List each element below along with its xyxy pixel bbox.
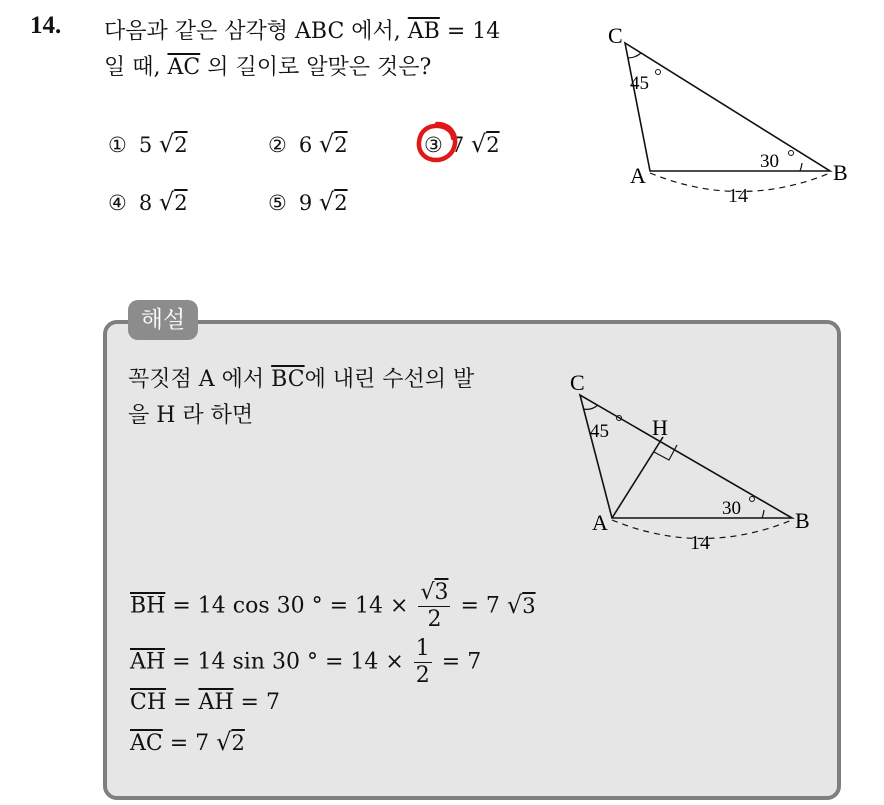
fraction-denominator: 2 bbox=[427, 607, 442, 632]
choice-marker: ④ bbox=[108, 191, 127, 215]
question-text-part: 다음과 같은 삼각형 ABC 에서, bbox=[104, 19, 408, 44]
solution-triangle-figure bbox=[560, 365, 830, 565]
fraction-radicand: 3 bbox=[434, 580, 449, 605]
angle-b-arc bbox=[800, 163, 802, 171]
equation-ah bbox=[130, 638, 481, 687]
equation-part: = 14 cos 30 ° = 14 × bbox=[165, 593, 416, 619]
vertex-label-c: C bbox=[570, 370, 585, 395]
question-number: 14. bbox=[30, 12, 62, 39]
side-label-ab: 14 bbox=[690, 532, 710, 554]
choice-radicand: 2 bbox=[174, 191, 188, 215]
degree-mark bbox=[750, 497, 755, 502]
equation-part: = 7 bbox=[453, 593, 507, 619]
altitude-ah bbox=[612, 437, 663, 518]
angle-c-arc bbox=[583, 405, 598, 409]
solution-line-1 bbox=[128, 362, 474, 398]
choice-radicand: 2 bbox=[334, 191, 348, 215]
solution-tag: 해설 bbox=[128, 300, 198, 340]
fraction-denominator: 2 bbox=[415, 663, 430, 688]
segment-ah: $\overline{AH}$ bbox=[130, 649, 166, 675]
equation-radicand: 2 bbox=[231, 731, 245, 755]
fraction-1-over-2 bbox=[414, 638, 432, 687]
choice-4[interactable]: ④ 8 √2 bbox=[108, 188, 188, 216]
segment-ch: $\overline{CH}$ bbox=[130, 690, 167, 715]
triangle-abc bbox=[625, 43, 830, 171]
segment-ac: $\overline{AC}$ bbox=[167, 55, 201, 80]
fraction-numerator: 1 bbox=[415, 636, 430, 661]
choice-coef: 8 bbox=[138, 191, 153, 215]
vertex-label-a: A bbox=[592, 510, 608, 535]
solution-line-2: 을 H 라 하면 bbox=[128, 403, 254, 428]
equation-ac: $\overline{AC} = 7$ √2 bbox=[130, 728, 245, 756]
question-text-part: = 14 bbox=[439, 19, 501, 44]
degree-mark bbox=[789, 151, 794, 156]
angle-c-arc bbox=[628, 53, 641, 58]
equation-radicand: 3 bbox=[522, 593, 536, 618]
equation-part: = bbox=[166, 690, 199, 715]
angle-b-arc bbox=[762, 510, 764, 518]
segment-ah: $\overline{AH}$ bbox=[198, 690, 234, 715]
question-triangle-figure bbox=[590, 10, 870, 210]
question-line-2 bbox=[104, 50, 500, 86]
question-text-part: 일 때, bbox=[104, 55, 168, 80]
solution-text bbox=[128, 362, 474, 434]
vertex-label-b: B bbox=[833, 160, 848, 185]
choice-marker: ⑤ bbox=[268, 191, 287, 215]
segment-ab: $\overline{AB}$ bbox=[407, 19, 440, 44]
equation-part: = 7 bbox=[162, 731, 217, 756]
choice-coef: 7 bbox=[450, 133, 465, 157]
choice-5[interactable]: ⑤ 9 √2 bbox=[268, 188, 348, 216]
choice-radicand: 2 bbox=[174, 133, 188, 157]
choice-2[interactable]: ② 6 √2 bbox=[268, 130, 348, 158]
equation-part: = 7 bbox=[233, 690, 280, 715]
choice-coef: 6 bbox=[298, 133, 313, 157]
question-line-1 bbox=[104, 14, 500, 50]
vertex-label-h: H bbox=[652, 415, 668, 440]
equation-part: = 7 bbox=[434, 649, 482, 675]
choice-marker: ② bbox=[268, 133, 287, 157]
choice-radicand: 2 bbox=[334, 133, 348, 157]
solution-text-part: 에 내린 수선의 발 bbox=[304, 367, 475, 392]
question-text bbox=[104, 14, 500, 86]
equation-part: = 14 sin 30 ° = 14 × bbox=[165, 649, 411, 675]
side-label-ab: 14 bbox=[728, 185, 748, 207]
triangle-abc bbox=[580, 395, 792, 518]
angle-label-c: 45 bbox=[630, 73, 649, 94]
choice-marker: ③ bbox=[424, 133, 443, 157]
answer-mark-circle bbox=[412, 118, 465, 166]
fraction-root3-over-2: $\frac{√3}{2}$ bbox=[420, 580, 449, 632]
vertex-label-c: C bbox=[608, 23, 623, 48]
angle-label-c: 45 bbox=[590, 421, 609, 442]
equation-bh: $\overline{BH} = 14$ cos 30 ° = 14 × $\frac{√3}{2}$ = 7 √3 bbox=[130, 580, 536, 632]
choice-radicand: 2 bbox=[486, 133, 500, 157]
segment-bh: $\overline{BH}$ bbox=[130, 593, 166, 619]
angle-label-b: 30 bbox=[722, 498, 741, 519]
choice-coef: 9 bbox=[298, 191, 313, 215]
solution-text-part: 꼭짓점 A 에서 bbox=[128, 367, 272, 392]
choice-marker: ① bbox=[108, 133, 127, 157]
angle-label-b: 30 bbox=[760, 151, 779, 172]
choice-coef: 5 bbox=[138, 133, 153, 157]
vertex-label-a: A bbox=[630, 163, 646, 188]
degree-mark bbox=[656, 70, 661, 75]
equation-ch bbox=[130, 690, 280, 715]
vertex-label-b: B bbox=[795, 508, 810, 533]
segment-bc: $\overline{BC}$ bbox=[271, 367, 305, 392]
question-text-part: 의 길이로 알맞은 것은? bbox=[200, 55, 432, 80]
choice-1[interactable]: ① 5 √2 bbox=[108, 130, 188, 158]
segment-ac: $\overline{AC}$ bbox=[130, 731, 163, 756]
choice-3[interactable]: ③ 7 √2 bbox=[424, 130, 500, 158]
